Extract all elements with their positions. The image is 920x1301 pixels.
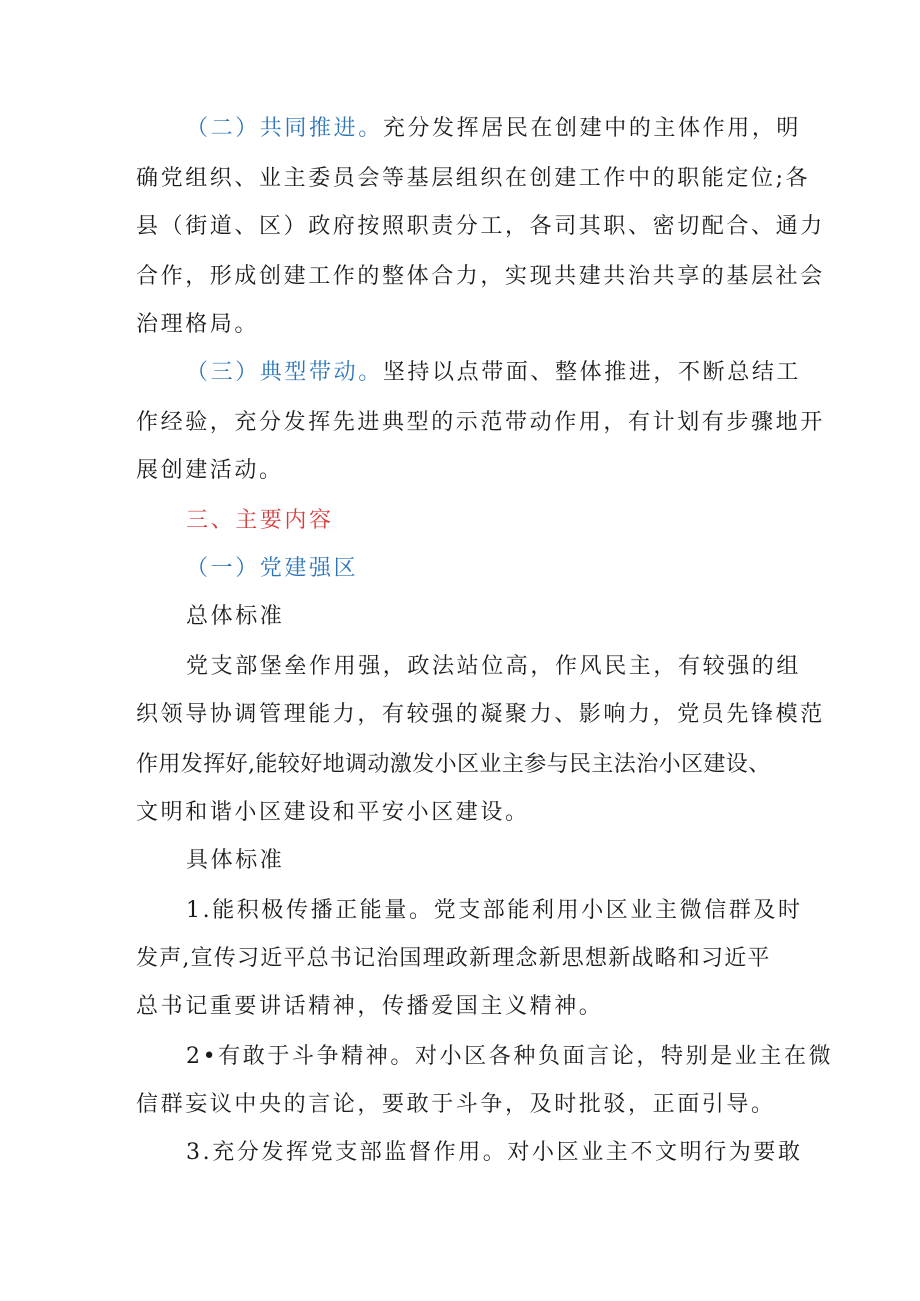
text-run: 作经验，充分发挥先进典型的示范带动作用，有计划有步骤地开 [136, 410, 825, 435]
text-run: 总书记重要讲话精神，传播爱国主义精神。 [136, 994, 604, 1019]
text-run: 织领导协调管理能力，有较强的凝聚力、影响力，党员先锋模范 [136, 702, 825, 727]
text-run: 合作，形成创建工作的整体合力，实现共建共治共享的基层社会 [136, 264, 825, 289]
section-heading-typical-leading: （三）典型带动。 [186, 360, 383, 385]
text-line [186, 1138, 803, 1168]
text-line [186, 1042, 833, 1072]
text-line [136, 310, 259, 340]
text-run: 展创建活动。 [136, 458, 284, 483]
text-run: 发声,宣传习近平总书记治国理政新理念新思想新战略和习近平 [136, 946, 771, 971]
subheading-general-standard: 总体标准 [186, 604, 285, 629]
text-run: 信群妄议中央的言论，要敢于斗争，及时批驳，正面引导。 [136, 1092, 776, 1117]
text-run: 确党组织、业主委员会等基层组织在创建工作中的职能定位;各 [136, 166, 811, 191]
text-line [136, 212, 825, 242]
text-run: 党支部堡垒作用强，政法站位高，作风民主，有较强的组 [186, 654, 802, 679]
text-run: 文明和谐小区建设和平安小区建设。 [136, 800, 530, 825]
text-run: 2•有敢于斗争精神。对小区各种负面言论，特别是业主在微 [186, 1044, 834, 1069]
text-line [136, 700, 825, 730]
section-heading-joint-promotion: （二）共同推进。 [186, 116, 383, 141]
text-line [186, 114, 801, 144]
text-line [136, 262, 825, 292]
text-run: 作用发挥好,能较好地调动激发小区业主参与民主法治小区建设、 [136, 752, 771, 777]
text-line [186, 652, 801, 682]
text-line [136, 1090, 776, 1120]
text-line [136, 408, 825, 438]
text-line [186, 896, 803, 926]
chapter-heading-main-content: 三、主要内容 [186, 508, 334, 533]
text-run: 3.充分发挥党支部监督作用。对小区业主不文明行为要敢 [186, 1140, 803, 1165]
text-line [136, 992, 603, 1022]
text-run: 坚持以点带面、整体推进，不断总结工 [382, 360, 802, 385]
text-line [186, 358, 801, 388]
text-run: 1.能积极传播正能量。党支部能利用小区业主微信群及时 [186, 898, 803, 923]
subheading-specific-standard: 具体标准 [186, 848, 285, 873]
text-run: 充分发挥居民在创建中的主体作用，明 [382, 116, 802, 141]
text-line [136, 798, 530, 828]
text-run: 治理格局。 [136, 312, 260, 337]
text-line [136, 164, 810, 194]
text-run: 县（街道、区）政府按照职责分工，各司其职、密切配合、通力 [136, 214, 825, 239]
text-line [136, 456, 284, 486]
section-heading-party-building: （一）党建强区 [186, 556, 359, 581]
text-line [136, 750, 771, 780]
text-line [136, 944, 771, 974]
